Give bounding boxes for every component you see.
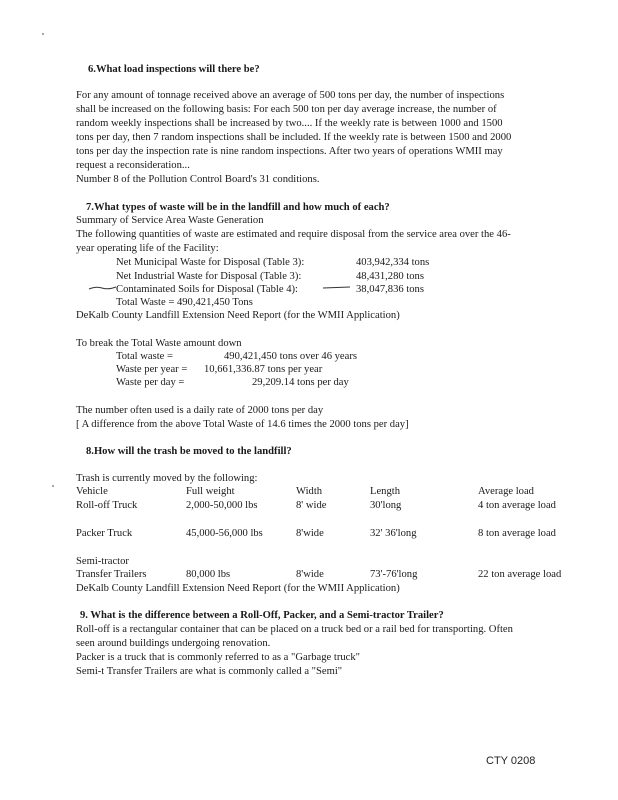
vehicle-table-header [76, 485, 596, 499]
waste-item-industrial-label: Net Industrial Waste for Disposal (Table 3): [116, 271, 302, 282]
length-cell: 73'-76'long [370, 569, 418, 580]
breakdown-label: Waste per year = [116, 364, 188, 375]
breakdown-title: To break the Total Waste amount down [76, 338, 242, 349]
waste-item-industrial-amount: 48,431,280 tons [356, 271, 424, 282]
waste-item-municipal-label: Net Municipal Waste for Disposal (Table 3): [116, 257, 305, 268]
col-full-weight: Full weight [186, 486, 235, 497]
width-cell: 8'wide [296, 528, 324, 539]
q6-line: tons per day the inspection rate is nine random inspections. After two years of operations WMII may [76, 146, 503, 157]
q7-intro-line: year operating life of the Facility: [76, 243, 219, 254]
weight-cell: 80,000 lbs [186, 569, 231, 580]
q7-summary-title: Summary of Service Area Waste Generation [76, 215, 264, 226]
scan-speck [52, 485, 54, 487]
q9-line: seen around buildings undergoing renovation. [76, 638, 271, 649]
length-cell: 30'long [370, 500, 402, 511]
q9-line: Packer is a truck that is commonly referred to as a "Garbage truck" [76, 652, 360, 663]
width-cell: 8'wide [296, 569, 324, 580]
waste-item-soils-amount: 38,047,836 tons [356, 284, 424, 295]
breakdown-label: Waste per day = [116, 377, 185, 388]
q8-heading: 8.How will the trash be moved to the landfill? [86, 446, 292, 457]
q6-line: For any amount of tonnage received above an average of 500 tons per day, the number of inspections [76, 90, 505, 101]
strike-mark [322, 285, 352, 291]
waste-item-soils-label: Contaminated Soils for Disposal (Table 4): [116, 284, 298, 295]
waste-total: Total Waste = 490,421,450 Tons [116, 297, 253, 308]
weight-cell: 45,000-56,000 lbs [186, 528, 263, 539]
semi-tractor-label: Semi-tractor [76, 556, 129, 567]
vehicle-cell: Packer Truck [76, 528, 133, 539]
q9-heading: 9. What is the difference between a Roll-Off, Packer, and a Semi-tractor Trailer? [80, 610, 444, 621]
q6-source: Number 8 of the Pollution Control Board's 31 conditions. [76, 174, 320, 185]
breakdown-value: 29,209.14 tons per day [252, 377, 349, 388]
col-vehicle: Vehicle [76, 486, 108, 497]
q7-note-line: [ A difference from the above Total Waste of 14.6 times the 2000 tons per day] [76, 419, 409, 430]
waste-item-municipal-amount: 403,942,334 tons [356, 257, 430, 268]
col-length: Length [370, 486, 401, 497]
document-stamp: CTY 0208 [486, 755, 536, 767]
breakdown-value: 490,421,450 tons over 46 years [224, 351, 357, 362]
table-row [76, 568, 596, 582]
q6-line: random weekly inspections shall be increased by two.... If the weekly rate is between 1000 and 1500 [76, 118, 503, 129]
col-width: Width [296, 486, 323, 497]
breakdown-label: Total waste = [116, 351, 174, 362]
col-average-load: Average load [478, 486, 534, 497]
q6-heading: 6.What load inspections will there be? [88, 64, 260, 75]
breakdown-value: 10,661,336.87 tons per year [204, 364, 323, 375]
table-row [76, 499, 596, 513]
scan-speck [42, 33, 44, 35]
q6-line: request a reconsideration... [76, 160, 190, 171]
length-cell: 32' 36'long [370, 528, 417, 539]
q9-line: Roll-off is a rectangular container that can be placed on a truck bed or a rail bed for transporting. Often [76, 624, 513, 635]
q7-source: DeKalb County Landfill Extension Need Report (for the WMII Application) [76, 310, 400, 321]
q7-note-line: The number often used is a daily rate of 2000 tons per day [76, 405, 324, 416]
q8-intro: Trash is currently moved by the following: [76, 473, 258, 484]
q6-line: shall be increased on the following basis: For each 500 ton per day average increase, the number of [76, 104, 497, 115]
vehicle-cell: Transfer Trailers [76, 569, 147, 580]
vehicle-cell: Roll-off Truck [76, 500, 138, 511]
q7-heading: 7.What types of waste will be in the landfill and how much of each? [86, 202, 390, 213]
load-cell: 4 ton average load [478, 500, 556, 511]
weight-cell: 2,000-50,000 lbs [186, 500, 258, 511]
q9-line: Semi-t Transfer Trailers are what is commonly called a "Semi" [76, 666, 343, 677]
load-cell: 8 ton average load [478, 528, 556, 539]
table-row [76, 527, 596, 541]
q6-line: tons per day, then 7 random inspections shall be included. If the weekly rate is between 1500 and 2000 [76, 132, 512, 143]
q8-source: DeKalb County Landfill Extension Need Report (for the WMII Application) [76, 583, 400, 594]
q7-intro-line: The following quantities of waste are estimated and require disposal from the service area over the 46- [76, 229, 511, 240]
load-cell: 22 ton average load [478, 569, 562, 580]
width-cell: 8' wide [296, 500, 327, 511]
strike-mark [88, 284, 118, 292]
